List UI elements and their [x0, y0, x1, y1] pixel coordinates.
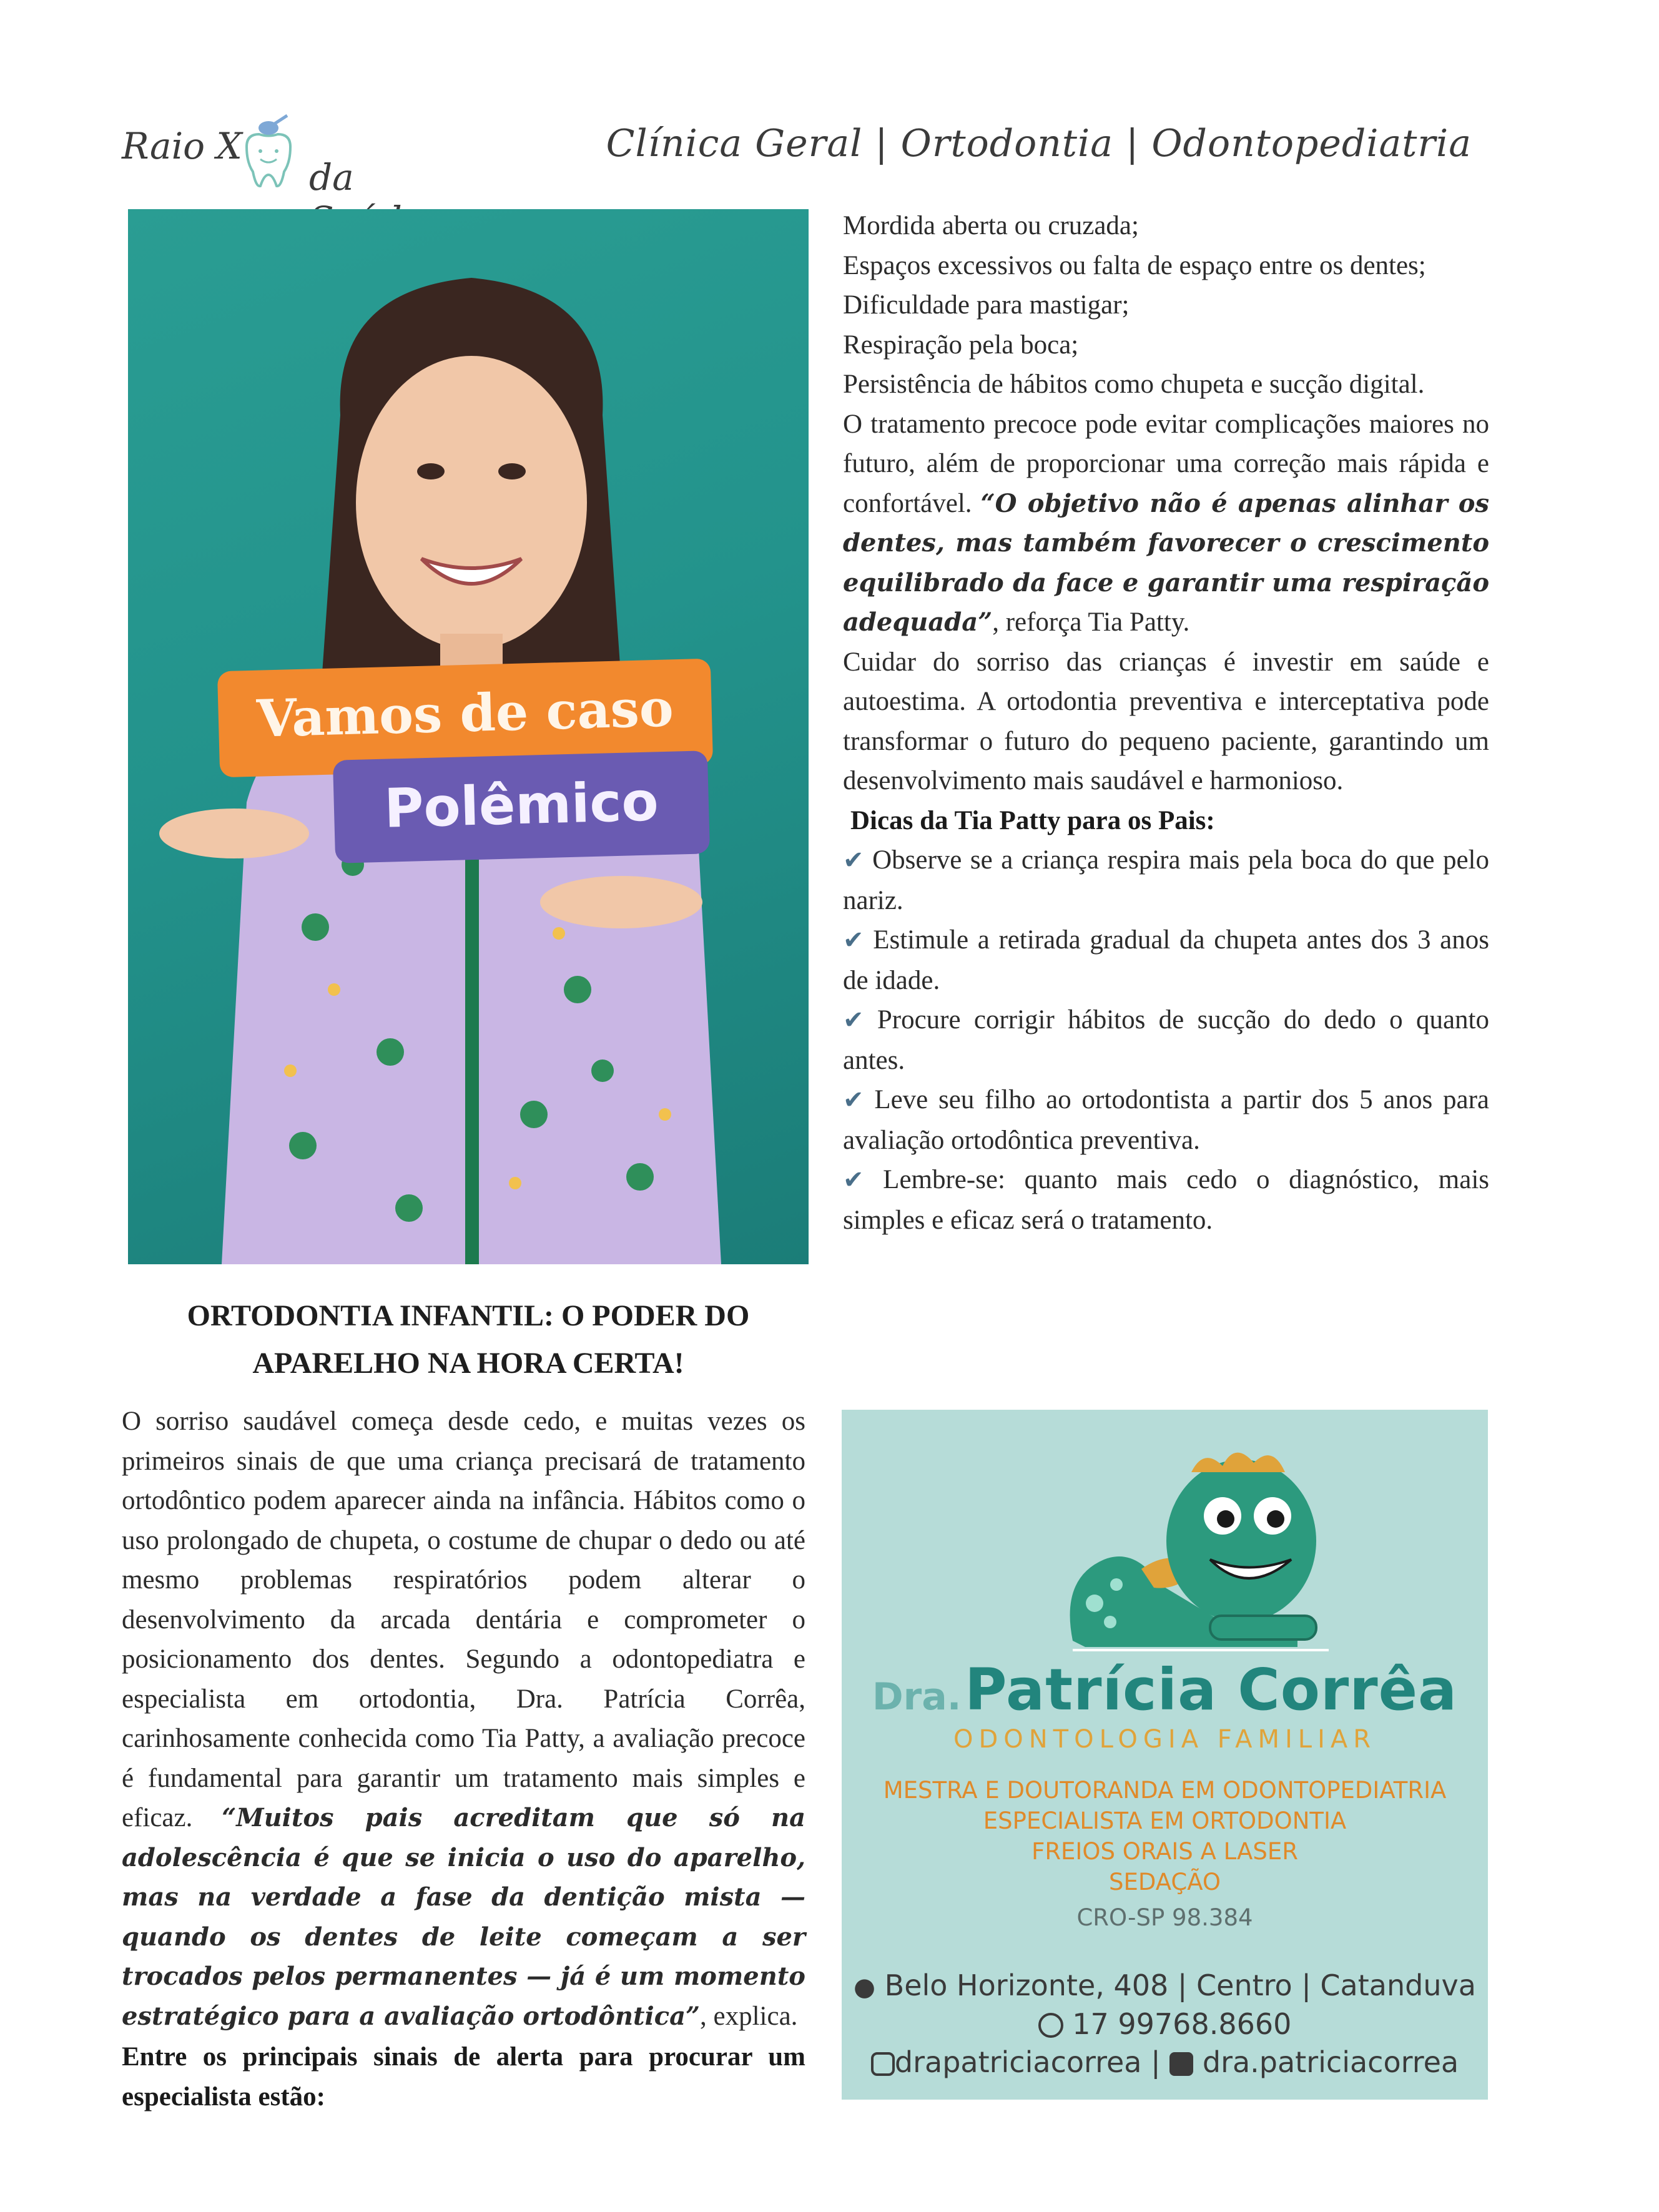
check-icon: ✔: [843, 1166, 864, 1194]
check-icon: ✔: [843, 846, 864, 875]
address-line: [842, 1969, 1488, 2002]
sign-item: Mordida aberta ou cruzada;: [843, 211, 1139, 240]
tag-line-2: Polêmico: [383, 770, 659, 840]
sign-item: Respiração pela boca;: [843, 330, 1079, 360]
brand-logo: [122, 106, 471, 200]
tip-item: [843, 1000, 1489, 1080]
tip-text: Leve seu filho ao ortodontista a partir dos 5 anos para avaliação ortodôntica preventiva.: [843, 1085, 1489, 1155]
tag-purple-box: [333, 750, 710, 863]
tip-text: Observe se a criança respira mais pela boca do que pelo nariz.: [843, 845, 1490, 915]
dinosaur-mascot-icon: [1035, 1435, 1335, 1659]
headline-line-2: APARELHO NA HORA CERTA!: [252, 1347, 684, 1380]
closing-paragraph: Cuidar do sorriso das crianças é investir em saúde e autoestima. A ortodontia preventiva e interceptativa pode transformar o futuro do pequeno paciente, garantindo um desenvolvimento mais saudável e harmonioso.: [843, 647, 1489, 795]
tooth-bird-icon: [234, 112, 303, 194]
left-column: [122, 1402, 805, 2116]
sign-item: Dificuldade para mastigar;: [843, 290, 1130, 320]
treatment-tail: , reforça Tia Patty.: [992, 607, 1190, 637]
credential-line: MESTRA E DOUTORANDA EM ODONTOPEDIATRIA: [883, 1777, 1447, 1804]
intro-quote: “Muitos pais acreditam que só na adolescência é que se inicia o uso do aparelho, mas na verdade a fase da dentição mista — quando os dentes de leite começam a ser trocados pelos permanentes — já é um momento estratégico para a avaliação ortodôntica”: [122, 1803, 805, 2031]
clinic-name-prefix: Dra.: [872, 1675, 962, 1719]
social-line: [842, 2045, 1488, 2079]
brand-right-text: da: [309, 156, 354, 199]
social-separator: |: [1151, 2045, 1161, 2079]
address-text: Belo Horizonte, 408 | Centro | Catanduva: [884, 1969, 1476, 2002]
tips-list: [843, 840, 1489, 1240]
tips-title: Dicas da Tia Patty para os Pais:: [850, 805, 1215, 835]
specialties-header: Clínica Geral | Ortodontia | Odontopediatria: [606, 122, 1472, 165]
credential-line: ESPECIALISTA EM ORTODONTIA: [983, 1807, 1347, 1834]
tip-item: [843, 1080, 1489, 1160]
phone-line[interactable]: [842, 2007, 1488, 2041]
check-icon: ✔: [843, 1006, 864, 1035]
facebook-handle[interactable]: dra.patriciacorrea: [1202, 2045, 1459, 2079]
headline-line-1: ORTODONTIA INFANTIL: O PODER DO: [187, 1299, 750, 1332]
sign-item: Espaços excessivos ou falta de espaço entre os dentes;: [843, 250, 1426, 280]
doctor-photo: [128, 209, 809, 1264]
tip-text: Lembre-se: quanto mais cedo o diagnóstico, mais simples e eficaz será o tratamento.: [843, 1165, 1489, 1235]
treatment-paragraph: [843, 405, 1489, 642]
tip-item: [843, 920, 1489, 1000]
tip-text: Procure corrigir hábitos de sucção do dedo o quanto antes.: [843, 1005, 1489, 1075]
brand-left-text: Raio X: [122, 125, 242, 167]
clinic-name-main: Patrícia Corrêa: [965, 1656, 1458, 1723]
phone-text: 17 99768.8660: [1072, 2007, 1292, 2041]
tip-item: [843, 1160, 1489, 1240]
map-pin-icon: ●: [854, 1973, 876, 2002]
intro-paragraph: O sorriso saudável começa desde cedo, e muitas vezes os primeiros sinais de que uma criança precisará de tratamento ortodôntico podem aparecer ainda na infância. Hábitos como o uso prolongado de chupeta, o costume de chupar o dedo ou até mesmo problemas respiratórios podem alterar o desenvolvimento da arcada dentária e comprometer o posicionamento dos dentes. Segundo a odontopediatra e especialista em ortodontia, Dra. Patrícia Corrêa, carinhosamente conhecida como Tia Patty, a avaliação precoce é fundamental para garantir um tratamento mais simples e eficaz.: [122, 1407, 805, 1832]
check-icon: ✔: [843, 1086, 864, 1114]
treatment-quote: “O objetivo não é apenas alinhar os dentes, mas também favorecer o crescimento equilibrado da face e garantir uma respiração adequada”: [843, 488, 1490, 637]
credential-line: FREIOS ORAIS A LASER: [1031, 1838, 1298, 1865]
whatsapp-icon: [1038, 2013, 1063, 2038]
treatment-text: O tratamento precoce pode evitar complicações maiores no futuro, além de proporcionar uma correção mais rápida e confortável.: [843, 409, 1489, 518]
intro-quote-tail: , explica.: [700, 2001, 798, 2031]
instagram-icon: [871, 2052, 895, 2076]
credential-line: SEDAÇÃO: [1109, 1869, 1221, 1895]
clinic-subtitle: ODONTOLOGIA FAMILIAR: [953, 1725, 1377, 1754]
clinic-ad: [842, 1410, 1488, 2100]
tip-item: [843, 840, 1489, 920]
tip-text: Estimule a retirada gradual da chupeta antes dos 3 anos de idade.: [843, 925, 1489, 995]
cro-number: CRO-SP 98.384: [1076, 1904, 1253, 1931]
right-column: [843, 206, 1489, 1240]
facebook-icon: [1169, 2052, 1193, 2076]
tag-line-1: Vamos de caso: [255, 678, 674, 749]
signs-intro: Entre os principais sinais de alerta para procurar um especialista estão:: [122, 2042, 805, 2111]
sign-item: Persistência de hábitos como chupeta e sucção digital.: [843, 370, 1425, 399]
instagram-handle[interactable]: drapatriciacorrea: [894, 2045, 1142, 2079]
clinic-name: [842, 1656, 1488, 1723]
check-icon: ✔: [843, 926, 864, 955]
article-headline: [128, 1292, 809, 1387]
signs-list: [843, 206, 1489, 405]
